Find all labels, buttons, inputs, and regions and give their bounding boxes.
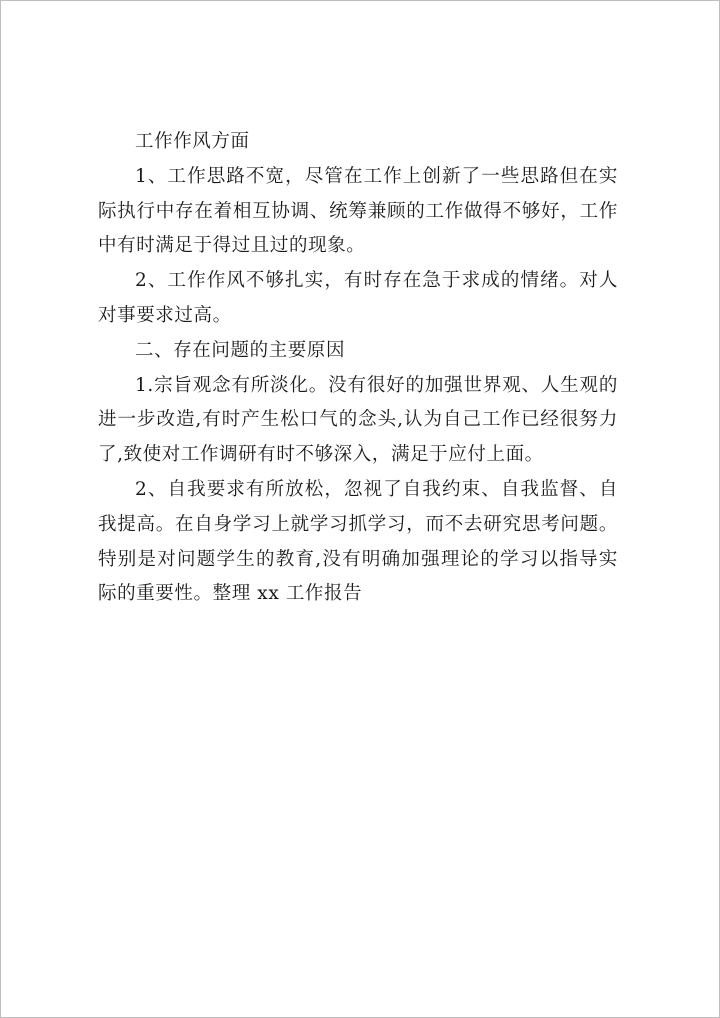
paragraph-cause-1: 1.宗旨观念有所淡化。没有很好的加强世界观、人生观的进一步改造,有时产生松口气的念头,认为自己工作已经很努力了,致使对工作调研有时不够深入，满足于应付上面。: [98, 374, 618, 466]
paragraph-cause-2: 2、自我要求有所放松，忽视了自我约束、自我监督、自我提高。在自身学习上就学习抓学习，而不去研究思考问题。特别是对问题学生的教育,没有明确加强理论的学习以指导实际的重要性。整理 xx 工作报告: [98, 478, 618, 605]
document-body: [98, 125, 618, 612]
paragraph-item-1: 1、工作思路不宽，尽管在工作上创新了一些思路但在实际执行中存在着相互协调、统筹兼顾的工作做得不够好，工作中有时满足于得过且过的现象。: [98, 165, 618, 257]
section-heading-causes: 二、存在问题的主要原因: [135, 339, 346, 361]
section-heading-work-style: 工作作风方面: [135, 131, 250, 152]
paragraph-item-2: 2、工作作风不够扎实，有时存在急于求成的情绪。对人对事要求过高。: [98, 270, 618, 326]
